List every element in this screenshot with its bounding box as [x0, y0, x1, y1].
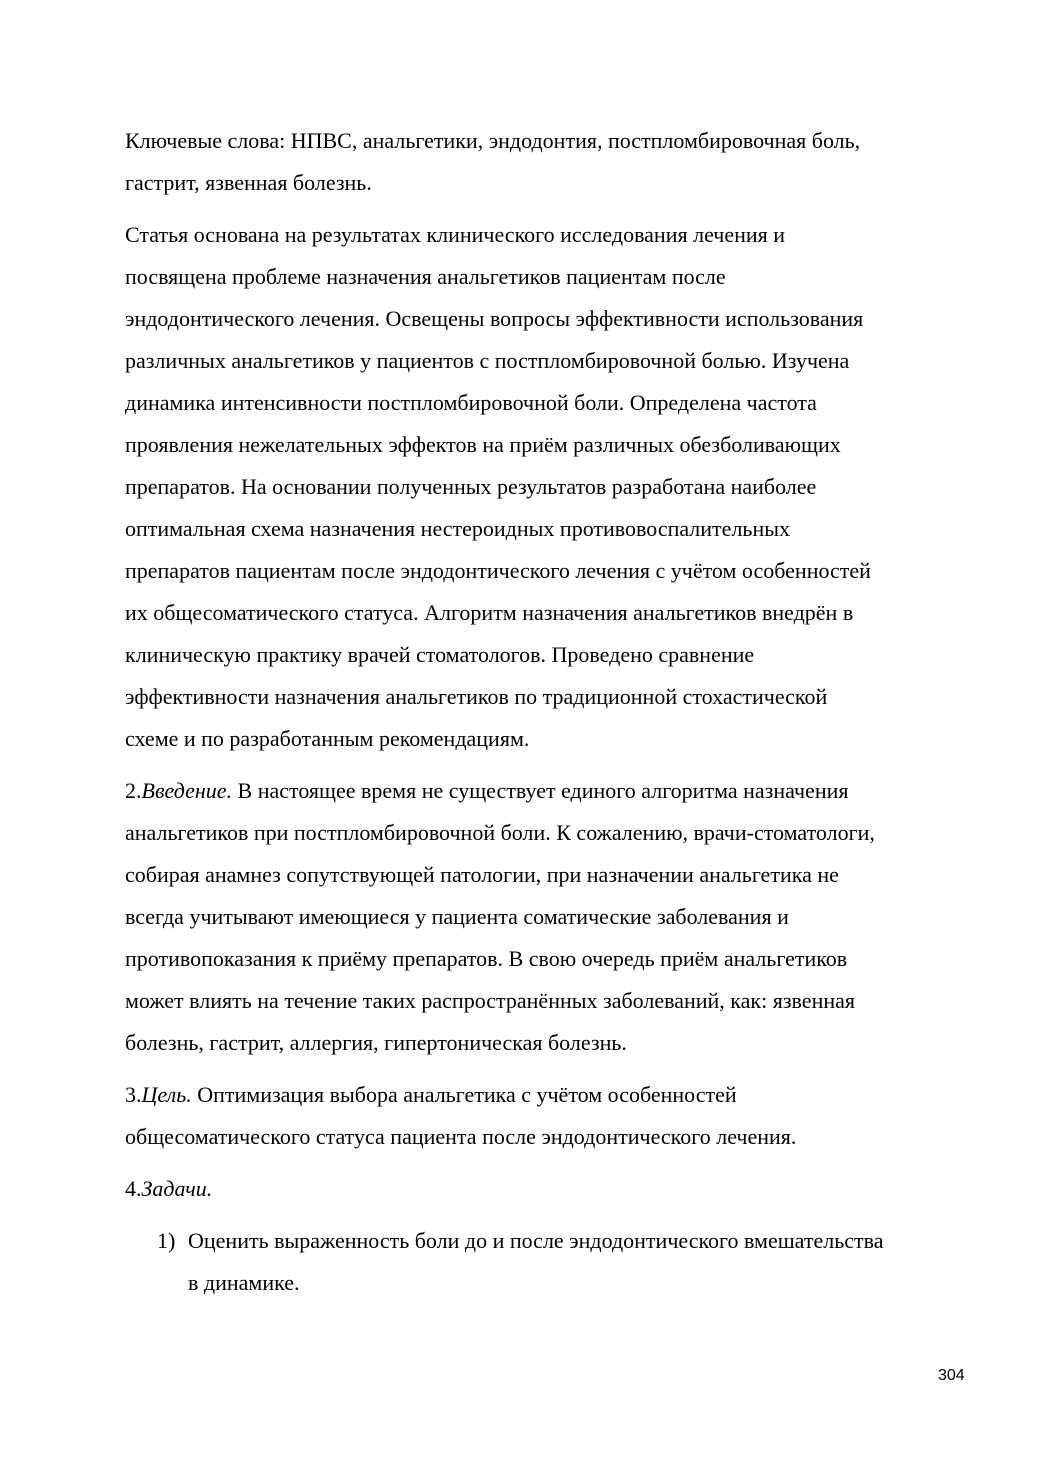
text-line: всегда учитывают имеющиеся у пациента соматические заболевания и	[125, 904, 789, 929]
text-line: общесоматического статуса пациента после эндодонтического лечения.	[125, 1124, 797, 1149]
document-page	[125, 120, 970, 1304]
text-line: схеме и по разработанным рекомендациям.	[125, 726, 530, 751]
text-line: эндодонтического лечения. Освещены вопросы эффективности использования	[125, 306, 864, 331]
text-line: болезнь, гастрит, аллергия, гипертоническая болезнь.	[125, 1030, 627, 1055]
text-line: противопоказания к приёму препаратов. В свою очередь приём анальгетиков	[125, 946, 848, 971]
introduction-section	[125, 770, 970, 1064]
text-line: препаратов. На основании полученных результатов разработана наиболее	[125, 474, 817, 499]
text-line: оптимальная схема назначения нестероидных противовоспалительных	[125, 516, 791, 541]
section-number: 4.	[125, 1176, 142, 1201]
abstract-paragraph	[125, 214, 970, 760]
keywords-paragraph	[125, 120, 970, 204]
text-line: эффективности назначения анальгетиков по традиционной стохастической	[125, 684, 828, 709]
section-first-line	[125, 770, 970, 812]
text-line: динамика интенсивности постпломбировочной боли. Определена частота	[125, 390, 817, 415]
section-first-line	[125, 1168, 970, 1210]
tasks-heading-line	[125, 1168, 970, 1210]
section-text: Оптимизация выбора анальгетика с учётом особенностей	[191, 1082, 737, 1107]
page-number: 304	[938, 1367, 965, 1384]
tasks-section	[125, 1168, 970, 1304]
section-text: В настоящее время не существует единого алгоритма назначения	[232, 778, 849, 803]
text-line: анальгетиков при постпломбировочной боли. К сожалению, врачи-стоматологи,	[125, 820, 875, 845]
text-line: различных анальгетиков у пациентов с постпломбировочной болью. Изучена	[125, 348, 850, 373]
text-line: Статья основана на результатах клинического исследования лечения и	[125, 222, 786, 247]
section-heading: Цель.	[141, 1082, 192, 1107]
section-first-line	[125, 1074, 970, 1116]
text-line: может влиять на течение таких распространённых заболеваний, как: язвенная	[125, 988, 855, 1013]
section-number: 2.	[125, 778, 142, 803]
text-line: Оценить выраженность боли до и после эндодонтического вмешательства	[188, 1228, 884, 1253]
section-number: 3.	[125, 1082, 142, 1107]
text-line: посвящена проблеме назначения анальгетиков пациентам после	[125, 264, 726, 289]
text-line: клиническую практику врачей стоматологов. Проведено сравнение	[125, 642, 755, 667]
list-item	[125, 1220, 970, 1304]
section-heading: Введение.	[141, 778, 233, 803]
tasks-list	[125, 1220, 970, 1304]
text-line: их общесоматического статуса. Алгоритм назначения анальгетиков внедрён в	[125, 600, 854, 625]
text-line: гастрит, язвенная болезнь.	[125, 170, 372, 195]
text-line: собирая анамнез сопутствующей патологии, при назначении анальгетика не	[125, 862, 839, 887]
text-line: проявления нежелательных эффектов на приём различных обезболивающих	[125, 432, 841, 457]
text-line: в динамике.	[188, 1270, 300, 1295]
goal-section	[125, 1074, 970, 1158]
list-marker: 1)	[157, 1228, 176, 1253]
section-heading: Задачи.	[141, 1176, 213, 1201]
text-line: препаратов пациентам после эндодонтического лечения с учётом особенностей	[125, 558, 871, 583]
text-line: Ключевые слова: НПВС, анальгетики, эндодонтия, постпломбировочная боль,	[125, 128, 861, 153]
